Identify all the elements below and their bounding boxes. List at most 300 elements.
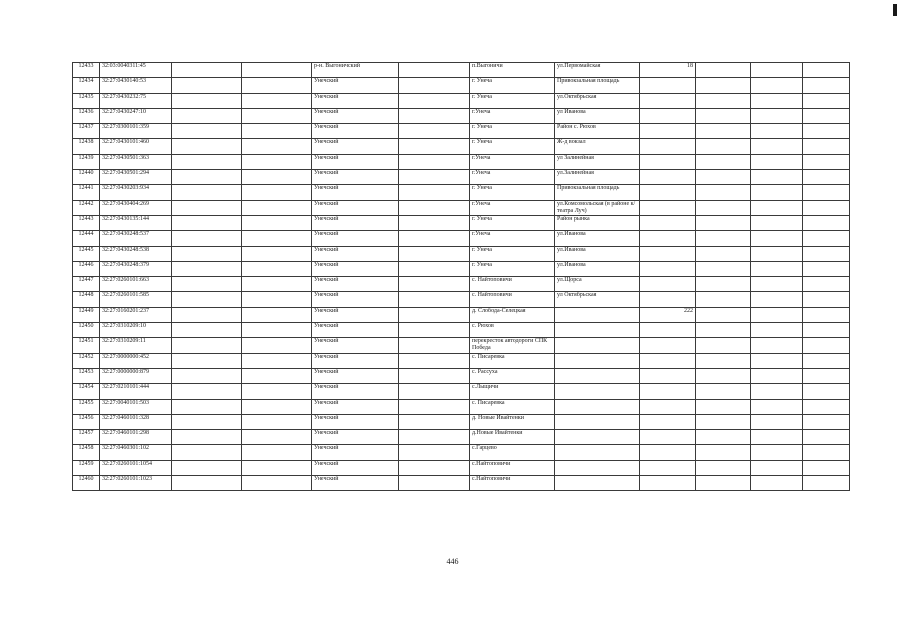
cell-street bbox=[555, 353, 640, 368]
cell-empty bbox=[242, 170, 312, 185]
cell-num: 12448 bbox=[73, 292, 100, 307]
cell-empty bbox=[172, 460, 242, 475]
cell-empty bbox=[803, 215, 850, 230]
cell-empty bbox=[172, 215, 242, 230]
cell-locality: г. Унеча bbox=[470, 139, 555, 154]
table-row bbox=[73, 323, 850, 338]
table-row bbox=[73, 460, 850, 475]
cell-house bbox=[640, 154, 696, 169]
cell-district: Унечский bbox=[312, 277, 399, 292]
cell-street: ул.Залинейная bbox=[555, 170, 640, 185]
cell-locality: с. Рассуха bbox=[470, 368, 555, 383]
cell-empty bbox=[172, 384, 242, 399]
cell-street bbox=[555, 445, 640, 460]
registry-rows bbox=[73, 63, 850, 491]
cell-empty bbox=[399, 124, 470, 139]
cell-num: 12442 bbox=[73, 200, 100, 215]
cell-empty bbox=[242, 185, 312, 200]
cell-house bbox=[640, 384, 696, 399]
cell-locality: п.Выгоничи bbox=[470, 63, 555, 78]
cell-house bbox=[640, 261, 696, 276]
cell-locality: г.Унеча bbox=[470, 154, 555, 169]
cell-empty bbox=[172, 399, 242, 414]
cell-empty bbox=[803, 124, 850, 139]
cell-num: 12434 bbox=[73, 78, 100, 93]
cell-house bbox=[640, 368, 696, 383]
cell-empty bbox=[242, 63, 312, 78]
cell-empty bbox=[751, 154, 803, 169]
cell-district: Унечский bbox=[312, 307, 399, 322]
cell-empty bbox=[803, 399, 850, 414]
cell-district: Унечский bbox=[312, 460, 399, 475]
cell-empty bbox=[751, 261, 803, 276]
cell-cadastre: 32:27:0460101:298 bbox=[100, 430, 172, 445]
cell-num: 12441 bbox=[73, 185, 100, 200]
cell-street: ул.Комсомольская (в районе к/театра Луч) bbox=[555, 200, 640, 215]
cell-house bbox=[640, 124, 696, 139]
cell-cadastre: 32:27:0260101:585 bbox=[100, 292, 172, 307]
cell-empty bbox=[803, 292, 850, 307]
cell-empty bbox=[172, 445, 242, 460]
cell-locality: д. Новые Ивайтенки bbox=[470, 414, 555, 429]
cell-empty bbox=[399, 215, 470, 230]
cell-district: Унечский bbox=[312, 231, 399, 246]
cell-district: Унечский bbox=[312, 93, 399, 108]
cell-locality: д.Новые Ивайтенки bbox=[470, 430, 555, 445]
cell-empty bbox=[803, 185, 850, 200]
cell-num: 12449 bbox=[73, 307, 100, 322]
cell-empty bbox=[399, 368, 470, 383]
cell-street bbox=[555, 384, 640, 399]
cell-empty bbox=[696, 63, 751, 78]
cell-house bbox=[640, 139, 696, 154]
cell-street: ул.Октябрьская bbox=[555, 93, 640, 108]
cell-house bbox=[640, 78, 696, 93]
cell-empty bbox=[696, 170, 751, 185]
cell-empty bbox=[242, 139, 312, 154]
cell-empty bbox=[172, 353, 242, 368]
cell-house bbox=[640, 215, 696, 230]
cell-empty bbox=[696, 261, 751, 276]
cell-house bbox=[640, 93, 696, 108]
table-row bbox=[73, 277, 850, 292]
cell-empty bbox=[803, 154, 850, 169]
cell-empty bbox=[399, 353, 470, 368]
cell-num: 12450 bbox=[73, 323, 100, 338]
table-row bbox=[73, 338, 850, 353]
cell-locality: с.Найтоповичи bbox=[470, 460, 555, 475]
cell-empty bbox=[242, 292, 312, 307]
cell-empty bbox=[172, 93, 242, 108]
cell-num: 12454 bbox=[73, 384, 100, 399]
cell-house bbox=[640, 338, 696, 353]
cell-locality: г. Унеча bbox=[470, 215, 555, 230]
cell-empty bbox=[242, 414, 312, 429]
cell-empty bbox=[803, 139, 850, 154]
cell-empty bbox=[803, 476, 850, 491]
cell-empty bbox=[399, 277, 470, 292]
cell-empty bbox=[696, 460, 751, 475]
cell-house bbox=[640, 460, 696, 475]
cell-locality: с.Лыщичи bbox=[470, 384, 555, 399]
cell-empty bbox=[399, 139, 470, 154]
cell-locality: г. Унеча bbox=[470, 78, 555, 93]
cell-empty bbox=[242, 384, 312, 399]
cell-empty bbox=[242, 476, 312, 491]
cell-empty bbox=[242, 246, 312, 261]
cell-district: Унечский bbox=[312, 430, 399, 445]
cell-cadastre: 32:27:0430248:538 bbox=[100, 246, 172, 261]
cell-cadastre: 32:27:0040101:503 bbox=[100, 399, 172, 414]
cell-empty bbox=[696, 154, 751, 169]
cell-house bbox=[640, 414, 696, 429]
table-row bbox=[73, 307, 850, 322]
cell-empty bbox=[242, 277, 312, 292]
cell-empty bbox=[803, 414, 850, 429]
cell-num: 12440 bbox=[73, 170, 100, 185]
cell-district: Унечский bbox=[312, 399, 399, 414]
cell-empty bbox=[399, 460, 470, 475]
cell-empty bbox=[172, 277, 242, 292]
cell-num: 12438 bbox=[73, 139, 100, 154]
cell-house bbox=[640, 445, 696, 460]
cell-empty bbox=[696, 124, 751, 139]
cell-empty bbox=[696, 368, 751, 383]
cell-cadastre: 32:27:0160201:237 bbox=[100, 307, 172, 322]
cell-num: 12460 bbox=[73, 476, 100, 491]
cell-cadastre: 32:27:0430501:294 bbox=[100, 170, 172, 185]
cell-empty bbox=[172, 139, 242, 154]
cell-district: Унечский bbox=[312, 108, 399, 123]
cell-street bbox=[555, 338, 640, 353]
cell-locality: с. Писаревка bbox=[470, 353, 555, 368]
cell-locality: с. Найтоповичи bbox=[470, 277, 555, 292]
cell-empty bbox=[242, 338, 312, 353]
cell-district: Унечский bbox=[312, 261, 399, 276]
cell-empty bbox=[751, 246, 803, 261]
cell-empty bbox=[803, 338, 850, 353]
cell-house bbox=[640, 476, 696, 491]
cell-empty bbox=[751, 368, 803, 383]
cell-empty bbox=[751, 170, 803, 185]
cell-empty bbox=[399, 231, 470, 246]
table-row bbox=[73, 476, 850, 491]
cell-empty bbox=[696, 399, 751, 414]
table-row bbox=[73, 353, 850, 368]
cell-locality: с.Найтоповичи bbox=[470, 476, 555, 491]
cell-district: Унечский bbox=[312, 200, 399, 215]
cell-cadastre: 32:27:0430135:144 bbox=[100, 215, 172, 230]
cell-empty bbox=[696, 215, 751, 230]
cell-empty bbox=[242, 430, 312, 445]
cell-empty bbox=[803, 277, 850, 292]
table-row bbox=[73, 93, 850, 108]
cell-empty bbox=[751, 384, 803, 399]
cell-empty bbox=[242, 368, 312, 383]
cell-street bbox=[555, 414, 640, 429]
cell-cadastre: 32:27:0430101:460 bbox=[100, 139, 172, 154]
cell-empty bbox=[399, 154, 470, 169]
cell-empty bbox=[399, 307, 470, 322]
cell-empty bbox=[399, 108, 470, 123]
table-row bbox=[73, 124, 850, 139]
cell-house bbox=[640, 170, 696, 185]
cell-district: Унечский bbox=[312, 323, 399, 338]
cell-num: 12445 bbox=[73, 246, 100, 261]
cell-empty bbox=[803, 445, 850, 460]
cell-empty bbox=[172, 154, 242, 169]
cell-empty bbox=[803, 353, 850, 368]
cell-empty bbox=[172, 292, 242, 307]
cell-empty bbox=[172, 323, 242, 338]
cell-empty bbox=[242, 445, 312, 460]
cell-empty bbox=[696, 246, 751, 261]
cell-locality: г. Унеча bbox=[470, 261, 555, 276]
cell-house bbox=[640, 246, 696, 261]
cell-empty bbox=[399, 399, 470, 414]
cell-district: Унечский bbox=[312, 124, 399, 139]
table-row bbox=[73, 139, 850, 154]
cell-house: 222 bbox=[640, 307, 696, 322]
cell-district: Унечский bbox=[312, 246, 399, 261]
table-row bbox=[73, 231, 850, 246]
cell-empty bbox=[172, 200, 242, 215]
cell-cadastre: 32:27:0300101:359 bbox=[100, 124, 172, 139]
cell-empty bbox=[172, 476, 242, 491]
cell-cadastre: 32:27:0430404:269 bbox=[100, 200, 172, 215]
cell-cadastre: 32:27:0430203:934 bbox=[100, 185, 172, 200]
cell-empty bbox=[803, 261, 850, 276]
cell-district: Унечский bbox=[312, 170, 399, 185]
cell-empty bbox=[172, 430, 242, 445]
cell-empty bbox=[242, 323, 312, 338]
cell-empty bbox=[172, 78, 242, 93]
cell-empty bbox=[172, 368, 242, 383]
cell-house bbox=[640, 353, 696, 368]
cell-cadastre: 32:27:0430248:537 bbox=[100, 231, 172, 246]
table-row bbox=[73, 399, 850, 414]
cell-empty bbox=[803, 200, 850, 215]
cell-locality: г.Унеча bbox=[470, 200, 555, 215]
cell-empty bbox=[399, 93, 470, 108]
cell-empty bbox=[172, 124, 242, 139]
cell-street: ул Октябрьская bbox=[555, 292, 640, 307]
document-page bbox=[72, 62, 850, 491]
cell-empty bbox=[751, 460, 803, 475]
cell-num: 12457 bbox=[73, 430, 100, 445]
cell-district: Унечский bbox=[312, 292, 399, 307]
cell-num: 12446 bbox=[73, 261, 100, 276]
cell-empty bbox=[172, 338, 242, 353]
cell-empty bbox=[399, 170, 470, 185]
cell-num: 12435 bbox=[73, 93, 100, 108]
table-row bbox=[73, 215, 850, 230]
cell-empty bbox=[751, 430, 803, 445]
corner-mark bbox=[893, 4, 897, 16]
table-row bbox=[73, 384, 850, 399]
table-row bbox=[73, 368, 850, 383]
cell-empty bbox=[751, 292, 803, 307]
cell-district: Унечский bbox=[312, 215, 399, 230]
table-row bbox=[73, 261, 850, 276]
cell-house bbox=[640, 108, 696, 123]
cell-empty bbox=[399, 78, 470, 93]
cell-district: Унечский bbox=[312, 384, 399, 399]
cell-empty bbox=[242, 93, 312, 108]
cell-street bbox=[555, 368, 640, 383]
cell-num: 12447 bbox=[73, 277, 100, 292]
cell-empty bbox=[803, 323, 850, 338]
cell-empty bbox=[751, 277, 803, 292]
cell-house bbox=[640, 399, 696, 414]
cell-empty bbox=[751, 399, 803, 414]
cell-num: 12436 bbox=[73, 108, 100, 123]
cell-district: Унечский bbox=[312, 139, 399, 154]
page-number: 446 bbox=[446, 557, 459, 566]
cell-cadastre: 32:27:0000000:879 bbox=[100, 368, 172, 383]
cell-locality: с.Гарцево bbox=[470, 445, 555, 460]
cell-cadastre: 32:27:0260101:663 bbox=[100, 277, 172, 292]
table-row bbox=[73, 63, 850, 78]
cell-empty bbox=[242, 307, 312, 322]
cell-empty bbox=[751, 124, 803, 139]
cell-street: ул.Первомайская bbox=[555, 63, 640, 78]
cell-num: 12453 bbox=[73, 368, 100, 383]
cell-district: Унечский bbox=[312, 414, 399, 429]
cell-empty bbox=[696, 277, 751, 292]
cell-empty bbox=[399, 414, 470, 429]
cell-empty bbox=[242, 353, 312, 368]
cell-house bbox=[640, 292, 696, 307]
cell-empty bbox=[803, 108, 850, 123]
cell-street bbox=[555, 323, 640, 338]
cell-locality: г.Унеча bbox=[470, 231, 555, 246]
cell-empty bbox=[696, 476, 751, 491]
table-row bbox=[73, 246, 850, 261]
cell-district: р-н. Выгоничский bbox=[312, 63, 399, 78]
cell-empty bbox=[242, 78, 312, 93]
cell-empty bbox=[242, 460, 312, 475]
cell-empty bbox=[242, 261, 312, 276]
cell-cadastre: 32:27:0430232:75 bbox=[100, 93, 172, 108]
cell-cadastre: 32:27:0210101:444 bbox=[100, 384, 172, 399]
cell-locality: с. Писаревка bbox=[470, 399, 555, 414]
cell-street bbox=[555, 460, 640, 475]
cell-empty bbox=[172, 185, 242, 200]
cell-empty bbox=[803, 63, 850, 78]
cell-empty bbox=[803, 93, 850, 108]
cell-street: Привокзальная площадь bbox=[555, 78, 640, 93]
cell-street: ул.Иванова bbox=[555, 231, 640, 246]
cell-empty bbox=[696, 200, 751, 215]
cell-district: Унечский bbox=[312, 185, 399, 200]
cell-cadastre: 32:27:0430247:10 bbox=[100, 108, 172, 123]
table-row bbox=[73, 430, 850, 445]
table-row bbox=[73, 108, 850, 123]
cell-empty bbox=[803, 430, 850, 445]
cell-empty bbox=[399, 246, 470, 261]
cell-cadastre: 32:27:0460101:328 bbox=[100, 414, 172, 429]
cell-empty bbox=[399, 261, 470, 276]
cell-locality: д. Слобода-Селецкая bbox=[470, 307, 555, 322]
cell-locality: г.Унеча bbox=[470, 170, 555, 185]
cell-empty bbox=[751, 338, 803, 353]
cell-empty bbox=[751, 108, 803, 123]
cell-cadastre: 32:27:0430501:363 bbox=[100, 154, 172, 169]
cell-street bbox=[555, 430, 640, 445]
cell-empty bbox=[172, 307, 242, 322]
cell-cadastre: 32:27:0430248:379 bbox=[100, 261, 172, 276]
cell-street: Район рынка bbox=[555, 215, 640, 230]
cell-empty bbox=[803, 170, 850, 185]
cell-empty bbox=[399, 185, 470, 200]
cell-empty bbox=[399, 445, 470, 460]
cell-empty bbox=[696, 430, 751, 445]
cell-empty bbox=[803, 78, 850, 93]
cell-cadastre: 32:03:0040311:45 bbox=[100, 63, 172, 78]
cell-house bbox=[640, 323, 696, 338]
table-row bbox=[73, 200, 850, 215]
cell-street: Ж-д вокзал bbox=[555, 139, 640, 154]
cell-street: Район с. Рюхов bbox=[555, 124, 640, 139]
cell-empty bbox=[751, 200, 803, 215]
cell-street: ул.Иванова bbox=[555, 246, 640, 261]
cell-empty bbox=[696, 338, 751, 353]
cell-empty bbox=[172, 231, 242, 246]
cell-empty bbox=[696, 139, 751, 154]
cell-locality: с. Рюхов bbox=[470, 323, 555, 338]
cell-num: 12439 bbox=[73, 154, 100, 169]
cell-empty bbox=[172, 108, 242, 123]
cell-empty bbox=[696, 384, 751, 399]
cell-empty bbox=[172, 63, 242, 78]
cell-empty bbox=[172, 246, 242, 261]
cell-empty bbox=[751, 476, 803, 491]
cell-empty bbox=[803, 246, 850, 261]
cell-empty bbox=[399, 430, 470, 445]
table-row bbox=[73, 185, 850, 200]
cell-empty bbox=[751, 445, 803, 460]
cell-empty bbox=[751, 63, 803, 78]
cell-empty bbox=[751, 323, 803, 338]
cell-empty bbox=[803, 384, 850, 399]
cell-empty bbox=[751, 307, 803, 322]
cell-cadastre: 32:27:0430140:53 bbox=[100, 78, 172, 93]
cell-house bbox=[640, 430, 696, 445]
cell-locality: с. Найтоповичи bbox=[470, 292, 555, 307]
cell-empty bbox=[751, 78, 803, 93]
cell-street: ул Залинейная bbox=[555, 154, 640, 169]
cell-locality: г. Унеча bbox=[470, 246, 555, 261]
cell-street: ул.Щорса bbox=[555, 277, 640, 292]
cell-empty bbox=[399, 384, 470, 399]
cell-empty bbox=[696, 445, 751, 460]
cell-empty bbox=[242, 154, 312, 169]
cell-district: Унечский bbox=[312, 445, 399, 460]
cell-house bbox=[640, 277, 696, 292]
cell-district: Унечский bbox=[312, 338, 399, 353]
cell-cadastre: 32:27:0000000:452 bbox=[100, 353, 172, 368]
cell-empty bbox=[399, 200, 470, 215]
cell-empty bbox=[172, 170, 242, 185]
table-row bbox=[73, 154, 850, 169]
cell-district: Унечский bbox=[312, 154, 399, 169]
cell-num: 12452 bbox=[73, 353, 100, 368]
cell-num: 12458 bbox=[73, 445, 100, 460]
cell-num: 12451 bbox=[73, 338, 100, 353]
cell-empty bbox=[242, 231, 312, 246]
cell-empty bbox=[696, 108, 751, 123]
